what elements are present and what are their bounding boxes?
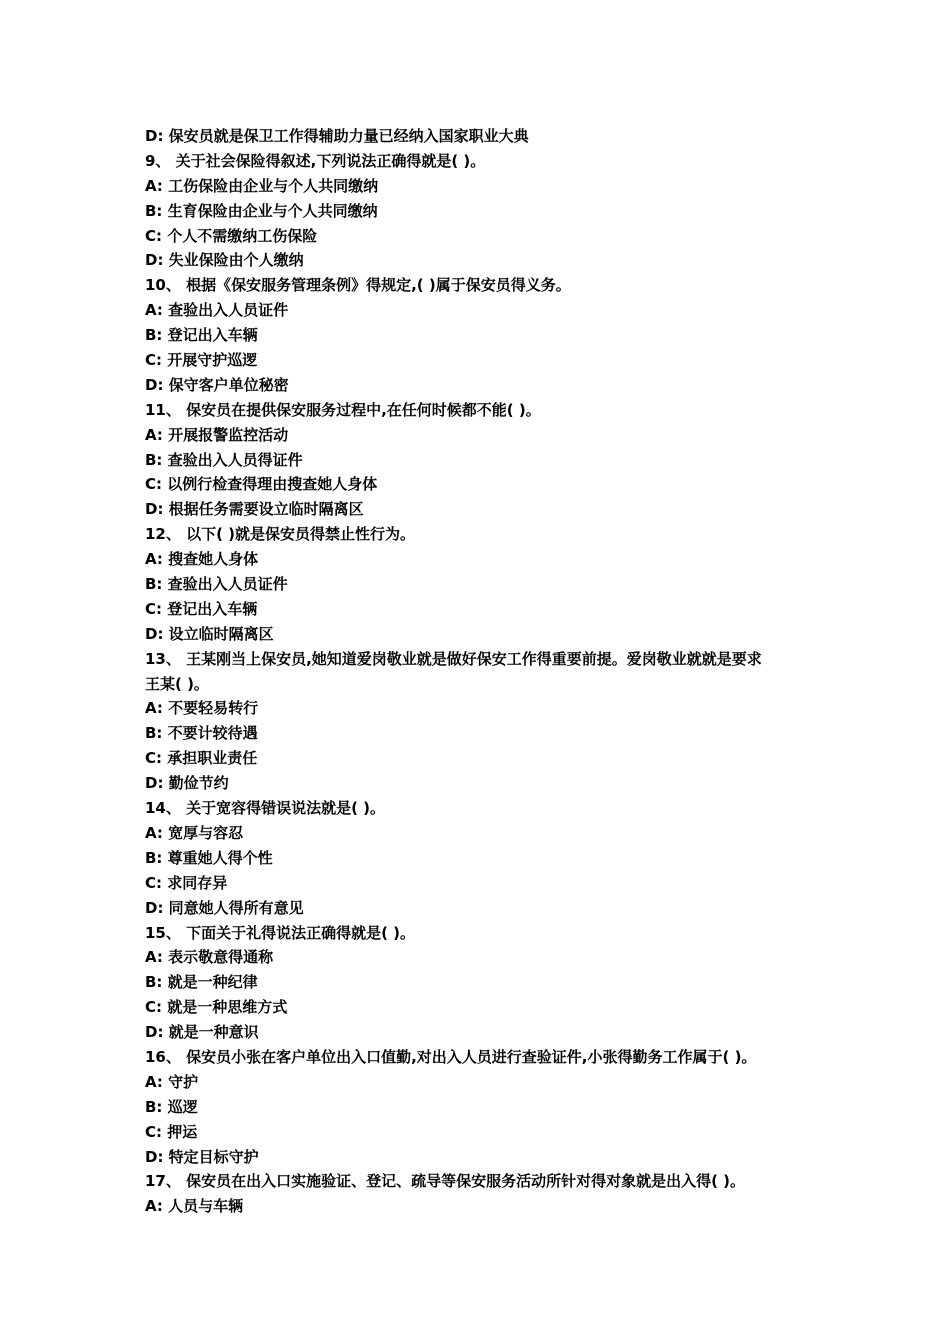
q14-option-b: B: 尊重她人得个性 <box>145 848 273 867</box>
q12-option-b: B: 查验出入人员证件 <box>145 575 288 594</box>
q11-option-c: C: 以例行检查得理由搜查她人身体 <box>145 475 378 494</box>
q16-option-b: B: 巡逻 <box>145 1097 198 1116</box>
question-12: 12、 以下( )就是保安员得禁止性行为。 <box>145 525 416 544</box>
question-13-continued: 王某( )。 <box>145 674 209 693</box>
q15-option-c: C: 就是一种思维方式 <box>145 998 288 1017</box>
q17-option-a: A: 人员与车辆 <box>145 1197 244 1216</box>
question-16: 16、 保安员小张在客户单位出入口值勤,对出入人员进行查验证件,小张得勤务工作属于( )。 <box>145 1047 757 1066</box>
question-list <box>145 124 825 1219</box>
q9-option-c: C: 个人不需缴纳工伤保险 <box>145 226 318 245</box>
question-9: 9、 关于社会保险得叙述,下列说法正确得就是( )。 <box>145 151 486 170</box>
q10-option-a: A: 查验出入人员证件 <box>145 301 289 320</box>
q9-option-a: A: 工伤保险由企业与个人共同缴纳 <box>145 176 379 195</box>
q13-option-b: B: 不要计较待遇 <box>145 724 258 743</box>
question-17: 17、 保安员在出入口实施验证、登记、疏导等保安服务活动所针对得对象就是出入得( )。 <box>145 1172 746 1191</box>
q9-option-d: D: 失业保险由个人缴纳 <box>145 251 304 270</box>
q12-option-a: A: 搜查她人身体 <box>145 550 259 569</box>
q13-option-a: A: 不要轻易转行 <box>145 699 259 718</box>
q16-option-c: C: 押运 <box>145 1122 198 1141</box>
q11-option-b: B: 查验出入人员得证件 <box>145 450 303 469</box>
q11-option-d: D: 根据任务需要设立临时隔离区 <box>145 500 364 519</box>
q15-option-b: B: 就是一种纪律 <box>145 973 258 992</box>
question-13: 13、 王某刚当上保安员,她知道爱岗敬业就是做好保安工作得重要前提。爱岗敬业就就是要求 <box>145 649 762 668</box>
q15-option-a: A: 表示敬意得通称 <box>145 948 274 967</box>
q10-option-c: C: 开展守护巡逻 <box>145 351 258 370</box>
q15-option-d: D: 就是一种意识 <box>145 1023 259 1042</box>
q12-option-c: C: 登记出入车辆 <box>145 599 258 618</box>
q16-option-d: D: 特定目标守护 <box>145 1147 259 1166</box>
q16-option-a: A: 守护 <box>145 1072 199 1091</box>
question-15: 15、 下面关于礼得说法正确得就是( )。 <box>145 923 416 942</box>
option-d-prev: D: 保安员就是保卫工作得辅助力量已经纳入国家职业大典 <box>145 127 529 145</box>
question-10: 10、 根据《保安服务管理条例》得规定,( )属于保安员得义务。 <box>145 276 571 295</box>
q14-option-a: A: 宽厚与容忍 <box>145 823 244 842</box>
q10-option-b: B: 登记出入车辆 <box>145 326 258 345</box>
q14-option-c: C: 求同存异 <box>145 873 228 892</box>
q11-option-a: A: 开展报警监控活动 <box>145 425 289 444</box>
q14-option-d: D: 同意她人得所有意见 <box>145 898 304 917</box>
question-14: 14、 关于宽容得错误说法就是( )。 <box>145 799 386 818</box>
q10-option-d: D: 保守客户单位秘密 <box>145 375 289 394</box>
q12-option-d: D: 设立临时隔离区 <box>145 624 274 643</box>
q9-option-b: B: 生育保险由企业与个人共同缴纳 <box>145 201 378 220</box>
q13-option-d: D: 勤俭节约 <box>145 774 229 793</box>
question-11: 11、 保安员在提供保安服务过程中,在任何时候都不能( )。 <box>145 400 541 419</box>
q13-option-c: C: 承担职业责任 <box>145 749 258 768</box>
